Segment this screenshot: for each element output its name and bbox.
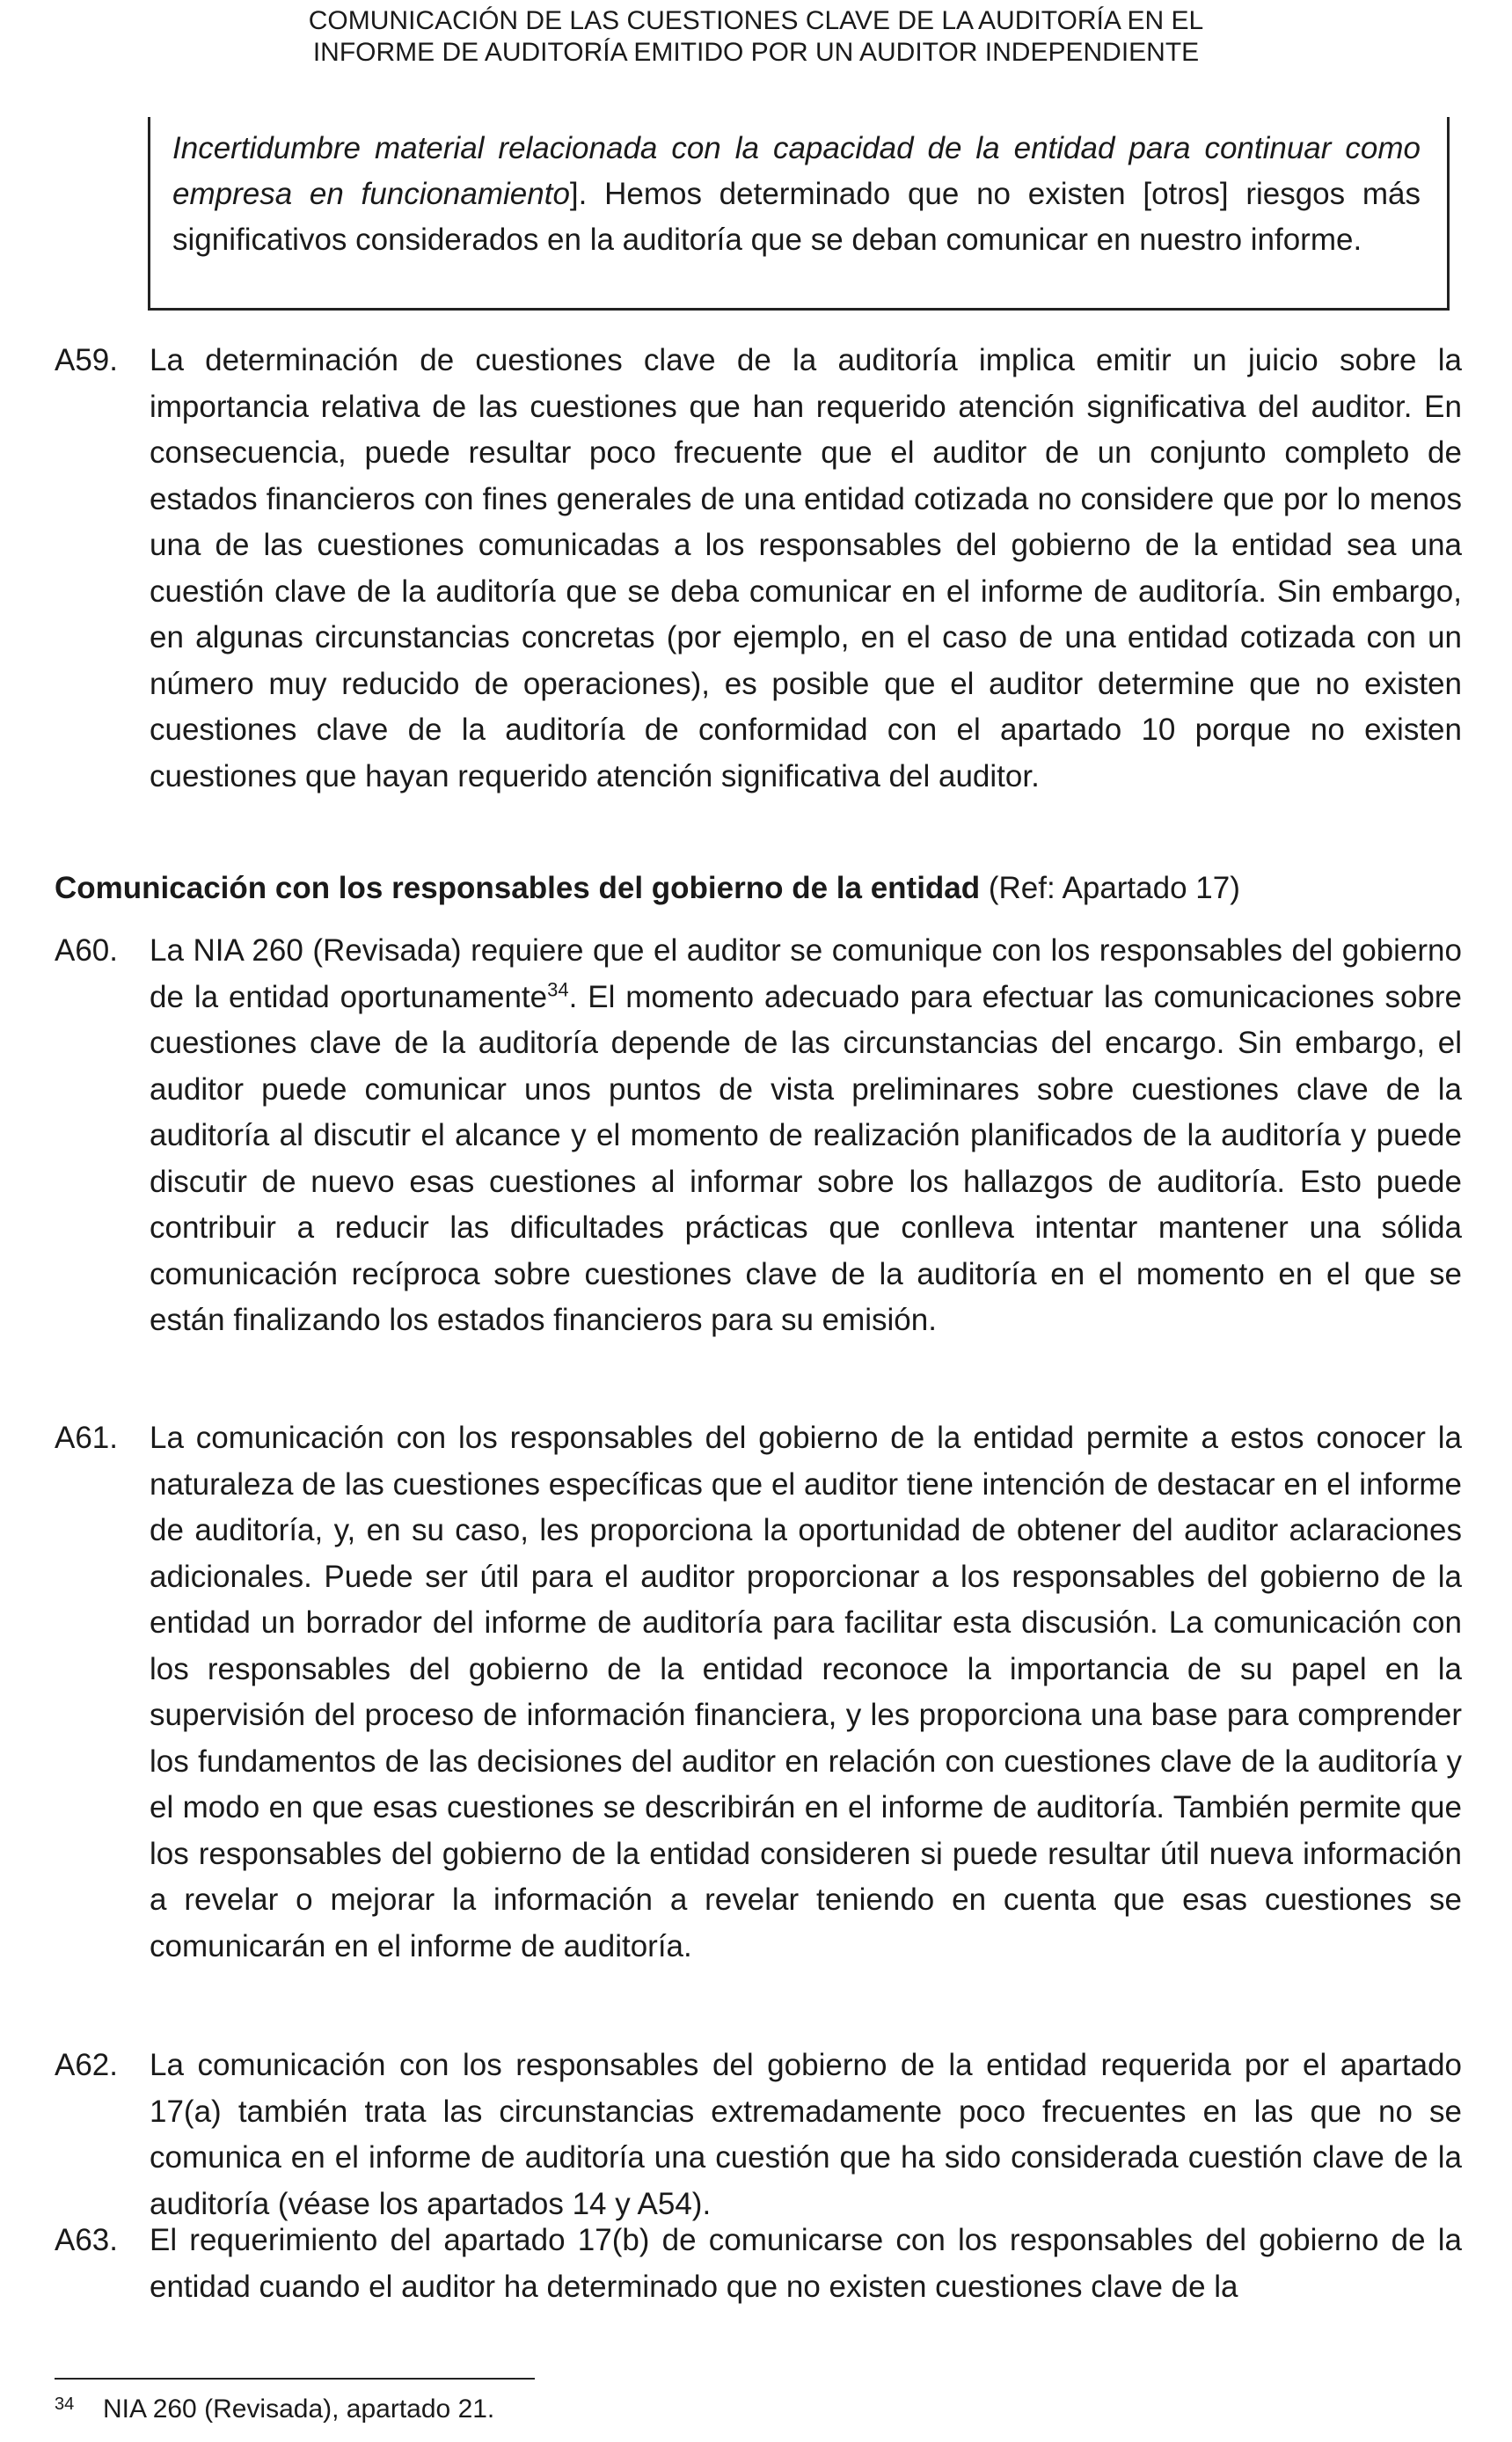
footnote-ref[interactable]: 34 bbox=[547, 977, 569, 1000]
footnote bbox=[55, 2393, 1462, 2426]
paragraph-text: El requerimiento del apartado 17(b) de comunicarse con los responsables del gobierno de la entidad cuando el auditor ha determinado que no existen cuestiones clave de la bbox=[150, 2223, 1462, 2304]
box-rest-text: ]. Hemos determinado que no existen [otros] riesgos más significativos considerados en la auditoría que se deban comunicar en nuestro informe. bbox=[172, 177, 1421, 257]
paragraph-a59 bbox=[55, 338, 1462, 800]
header-line-1: COMUNICACIÓN DE LAS CUESTIONES CLAVE DE LA AUDITORÍA EN EL bbox=[308, 6, 1204, 35]
paragraph-number: A62. bbox=[55, 2048, 118, 2082]
page-header bbox=[0, 5, 1512, 69]
footnote-text: NIA 260 (Revisada), apartado 21. bbox=[103, 2394, 495, 2424]
paragraph-a63 bbox=[55, 2218, 1462, 2310]
paragraph-a62 bbox=[55, 2043, 1462, 2227]
paragraph-a61 bbox=[55, 1415, 1462, 1970]
paragraph-a60 bbox=[55, 928, 1462, 1344]
box-italic-text: Incertidumbre material relacionada con la capacidad de la entidad para continuar como empresa en funcionamiento bbox=[172, 131, 1421, 211]
paragraph-number: A61. bbox=[55, 1421, 118, 1455]
example-text-box bbox=[148, 117, 1450, 311]
footnote-separator bbox=[55, 2378, 535, 2380]
header-line-2: INFORME DE AUDITORÍA EMITIDO POR UN AUDITOR INDEPENDIENTE bbox=[312, 38, 1200, 67]
paragraph-text: La determinación de cuestiones clave de la auditoría implica emitir un juicio sobre la importancia relativa de las cuestiones que han requerido atención significativa del auditor. En consecuencia, puede resultar poco frecuente que el auditor de un conjunto completo de estados financieros con fines generales de una entidad cotizada no considere que por lo menos una de las cuestiones comunicadas a los responsables del gobierno de la entidad sea una cuestión clave de la auditoría que se deba comunicar en el informe de auditoría. Sin embargo, en algunas circunstancias concretas (por ejemplo, en el caso de una entidad cotizada con un número muy reducido de operaciones), es posible que el auditor determine que no existen cuestiones clave de la auditoría de conformidad con el apartado 10 porque no existen cuestiones que hayan requerido atención significativa del auditor. bbox=[150, 343, 1462, 793]
paragraph-text-part: . El momento adecuado para efectuar las comunicaciones sobre cuestiones clave de la auditoría depende de las circunstancias del encargo. Sin embargo, el auditor puede comunicar unos puntos de vista preliminares sobre cuestiones clave de la auditoría al discutir el alcance y el momento de realización planificados de la auditoría y puede discutir de nuevo esas cuestiones al informar sobre los hallazgos de auditoría. Esto puede contribuir a reducir las dificultades prácticas que conlleva intentar mantener una sólida comunicación recíproca sobre cuestiones clave de la auditoría en el momento en el que se están finalizando los estados financieros para su emisión. bbox=[150, 979, 1462, 1337]
paragraph-text bbox=[150, 928, 1462, 1344]
paragraph-text: La comunicación con los responsables del gobierno de la entidad permite a estos conocer la naturaleza de las cuestiones específicas que el auditor tiene intención de destacar en el informe de auditoría, y, en su caso, les proporciona la oportunidad de obtener del auditor aclaraciones adicionales. Puede ser útil para el auditor proporcionar a los responsables del gobierno de la entidad un borrador del informe de auditoría para facilitar esta discusión. La comunicación con los responsables del gobierno de la entidad reconoce la importancia de su papel en la supervisión del proceso de información financiera, y les proporciona una base para comprender los fundamentos de las decisiones del auditor en relación con cuestiones clave de la auditoría y el modo en que esas cuestiones se describirán en el informe de auditoría. También permite que los responsables del gobierno de la entidad consideren si puede resultar útil nueva información a revelar o mejorar la información a revelar teniendo en cuenta que esas cuestiones se comunicarán en el informe de auditoría. bbox=[150, 1421, 1462, 1963]
footnote-number: 34 bbox=[55, 2394, 75, 2414]
section-heading-title: Comunicación con los responsables del gobierno de la entidad bbox=[55, 871, 981, 905]
section-heading bbox=[55, 866, 1462, 911]
paragraph-number: A63. bbox=[55, 2223, 118, 2257]
paragraph-number: A59. bbox=[55, 343, 118, 377]
paragraph-number: A60. bbox=[55, 933, 118, 968]
paragraph-text-part: La NIA 260 (Revisada) requiere que el auditor se comunique con los responsables del gobierno de la entidad oportunamente bbox=[150, 933, 1462, 1014]
section-heading-ref: (Ref: Apartado 17) bbox=[980, 871, 1240, 905]
paragraph-text: La comunicación con los responsables del gobierno de la entidad requerida por el apartado 17(a) también trata las circunstancias extremadamente poco frecuentes en las que no se comunica en el informe de auditoría una cuestión que ha sido considerada cuestión clave de la auditoría (véase los apartados 14 y A54). bbox=[150, 2048, 1462, 2221]
